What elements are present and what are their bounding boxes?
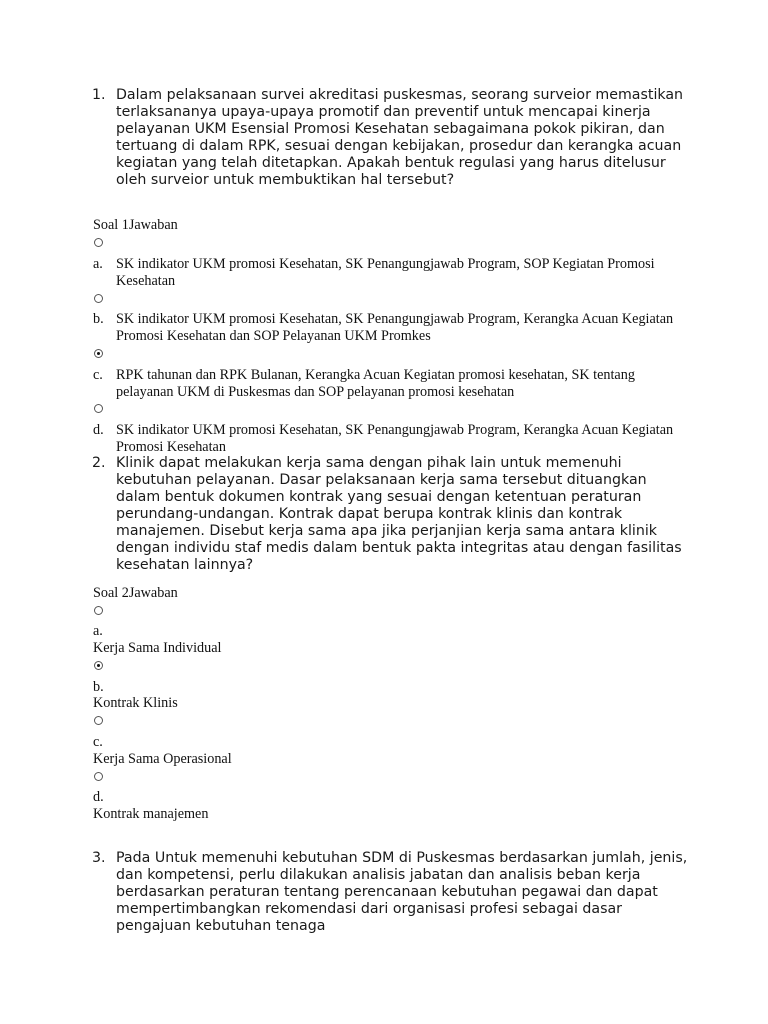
option-text: SK indikator UKM promosi Kesehatan, SK Penangungjawab Program, Kerangka Acuan Kegiatan Promosi Kesehatan: [116, 422, 674, 455]
option-text: RPK tahunan dan RPK Bulanan, Kerangka Acuan Kegiatan promosi kesehatan, SK tentang pelayanan UKM di Puskesmas dan SOP pelayanan promosi kesehatan: [116, 367, 635, 400]
question-number: 2.: [92, 455, 106, 471]
option-text: SK indikator UKM promosi Kesehatan, SK Penangungjawab Program, Kerangka Acuan Kegiatan Promosi Kesehatan dan SOP Pelayanan UKM Promkes: [116, 311, 674, 344]
option-d-radio[interactable]: [94, 772, 103, 781]
option-c[interactable]: [93, 367, 683, 400]
question-number: 3.: [92, 850, 106, 866]
option-text[interactable]: Kerja Sama Operasional: [93, 751, 232, 767]
option-d-radio[interactable]: [94, 404, 103, 413]
question-text: Dalam pelaksanaan survei akreditasi puskesmas, seorang surveior memastikan terlaksananya upaya-upaya promotif dan preventif untuk mencapai kinerja pelayanan UKM Esensial Promosi Kesehatan sebagaimana pokok pikiran, dan tertuang di dalam RPK, sesuai dengan kebijakan, prosedur dan kerangka acuan kegiatan yang telah ditetapkan. Apakah bentuk regulasi yang harus ditelusur oleh surveior untuk membuktikan hal tersebut?: [116, 87, 684, 188]
answer-label: Soal 1Jawaban: [93, 217, 178, 233]
option-letter: d.: [93, 422, 104, 438]
option-letter: c.: [93, 734, 103, 750]
option-text[interactable]: Kerja Sama Individual: [93, 640, 222, 656]
option-c-radio[interactable]: [94, 349, 103, 358]
option-text[interactable]: Kontrak Klinis: [93, 695, 178, 711]
question-1: [92, 87, 692, 189]
answer-label: Soal 2Jawaban: [93, 585, 178, 601]
question-number: 1.: [92, 87, 106, 103]
option-letter: c.: [93, 367, 103, 383]
option-b-radio[interactable]: [94, 294, 103, 303]
question-text: Klinik dapat melakukan kerja sama dengan pihak lain untuk memenuhi kebutuhan pelayanan. Dasar pelaksanaan kerja sama tersebut dituangkan dalam bentuk dokumen kontrak yang sesuai dengan ketentuan peraturan perundang-undangan. Kontrak dapat berupa kontrak klinis dan kontrak manajemen. Disebut kerja sama apa jika perjanjian kerja sama antara klinik dengan individu staf medis dalam bentuk pakta integritas atau dengan fasilitas kesehatan lainnya?: [116, 455, 682, 573]
option-letter: a.: [93, 623, 103, 639]
option-text: SK indikator UKM promosi Kesehatan, SK Penangungjawab Program, SOP Kegiatan Promosi Kesehatan: [116, 256, 655, 289]
option-letter: b.: [93, 311, 104, 327]
option-letter: a.: [93, 256, 103, 272]
option-b[interactable]: [93, 311, 683, 344]
option-b-radio[interactable]: [94, 661, 103, 670]
option-a-radio[interactable]: [94, 606, 103, 615]
option-text[interactable]: Kontrak manajemen: [93, 806, 209, 822]
option-a-radio[interactable]: [94, 238, 103, 247]
question-3: [92, 850, 692, 935]
option-letter: b.: [93, 679, 104, 695]
question-2: [92, 455, 692, 574]
question-text: Pada Untuk memenuhi kebutuhan SDM di Puskesmas berdasarkan jumlah, jenis, dan kompetensi, perlu dilakukan analisis jabatan dan analisis beban kerja berdasarkan peraturan tentang perencanaan kebutuhan pegawai dan dapat mempertimbangkan rekomendasi dari organisasi profesi sebagai dasar pengajuan kebutuhan tenaga: [116, 850, 688, 934]
option-a[interactable]: [93, 256, 683, 289]
option-c-radio[interactable]: [94, 716, 103, 725]
option-d[interactable]: [93, 422, 683, 455]
option-letter: d.: [93, 789, 104, 805]
